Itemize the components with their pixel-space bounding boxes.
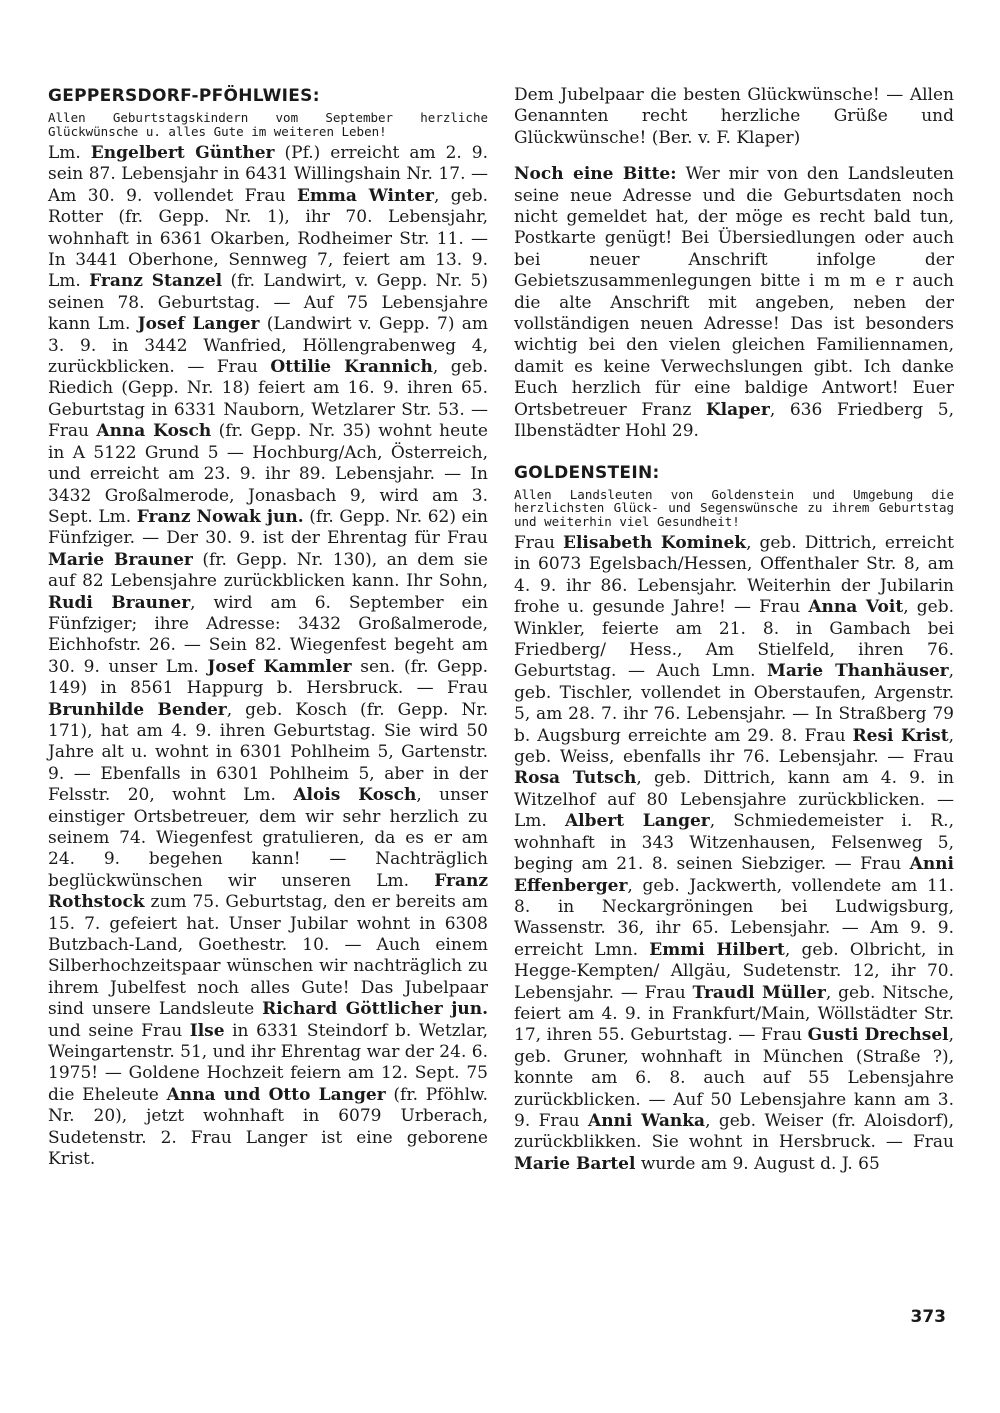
highlighted-name: Anna und Otto Langer: [166, 1084, 386, 1105]
spaced-emphasis: i m m e r: [809, 271, 904, 292]
highlighted-name: Alois Kosch: [293, 785, 417, 806]
right-column: [514, 85, 954, 1175]
highlighted-name: Rosa Tutsch: [514, 768, 637, 789]
highlighted-name: Gusti Drechsel: [807, 1025, 949, 1046]
highlighted-name: Albert Langer: [564, 811, 710, 832]
section-intro-goldenstein: Allen Landsleuten von Goldenstein und Umgebung die herzlichsten Glück- und Segenswünsche zu ihrem Geburtstag und weiterhin viel Gesundheit!: [514, 486, 954, 529]
highlighted-name: Anni Effenberger: [514, 854, 954, 896]
highlighted-name: Richard Göttlicher jun.: [262, 999, 488, 1020]
highlighted-name: Brunhilde Bender: [48, 699, 227, 720]
highlighted-name: Josef Langer: [137, 314, 260, 335]
highlighted-name: Resi Krist: [852, 725, 949, 746]
highlighted-name: Ottilie Krannich: [270, 357, 433, 378]
highlighted-name: Anna Kosch: [96, 421, 212, 442]
highlighted-name: Josef Kammler: [207, 656, 352, 677]
highlighted-name: Noch eine Bitte:: [514, 164, 677, 185]
highlighted-name: Franz Rothstock: [48, 870, 488, 913]
highlighted-name: Klaper: [705, 399, 770, 420]
highlighted-name: Emmi Hilbert: [649, 939, 785, 960]
highlighted-name: Traudl Müller: [692, 982, 826, 1003]
highlighted-name: Anna Voit: [808, 597, 904, 618]
highlighted-name: Emma Winter: [296, 185, 434, 206]
request-paragraph: Noch eine Bitte: Wer mir von den Landsleuten seine neue Adresse und die Geburtsdaten noch nicht gemeldet hat, der möge es recht bald tun, Postkarte genügt! Bei Übersiedlungen oder auch bei neuer Anschrift infolge der Gebietszusammenlegungen bitte i m m e r auch die alte Anschrift mit angeben, neben der vollständigen neuen Adresse! Das ist besonders wichtig bei den vielen gleichen Familiennamen, damit es keine Verwechslungen gibt. Ich danke Euch herzlich für eine baldige Antwort! Euer Ortsbetreuer Franz Klaper, 636 Friedberg 5, Ilbenstädter Hohl 29.: [514, 164, 954, 442]
article-body-geppersdorf: Lm. Engelbert Günther (Pf.) erreicht am 2. 9. sein 87. Lebensjahr in 6431 Willingshain Nr. 17. — Am 30. 9. vollendet Frau Emma Winter, geb. Rotter (fr. Gepp. Nr. 1), ihr 70. Lebensjahr, wohnhaft in 6361 Okarben, Rodheimer Str. 11. — In 3441 Oberhone, Sennweg 7, feiert am 13. 9. Lm. Franz Stanzel (fr. Landwirt, v. Gepp. Nr. 5) seinen 78. Geburtstag. — Auf 75 Lebensjahre kann Lm. Josef Langer (Landwirt v. Gepp. 7) am 3. 9. in 3442 Wanfried, Höllengrabenweg 4, zurückblicken. — Frau Ottilie Krannich, geb. Riedich (Gepp. Nr. 18) feiert am 16. 9. ihren 65. Geburtstag in 6331 Nauborn, Wetzlarer Str. 53. — Frau Anna Kosch (fr. Gepp. Nr. 35) wohnt heute in A 5122 Grund 5 — Hochburg/Ach, Österreich, und erreicht am 23. 9. ihr 89. Lebensjahr. — In 3432 Großalmerode, Jonasbach 9, wird am 3. Sept. Lm. Franz Nowak jun. (fr. Gepp. Nr. 62) ein Fünfziger. — Der 30. 9. ist der Ehrentag für Frau Marie Brauner (fr. Gepp. Nr. 130), an dem sie auf 82 Lebensjahre zurückblicken kann. Ihr Sohn, Rudi Brauner, wird am 6. September ein Fünfziger; ihre Adresse: 3432 Großalmerode, Eichhofstr. 26. — Sein 82. Wiegenfest begeht am 30. 9. unser Lm. Josef Kammler sen. (fr. Gepp. 149) in 8561 Happurg b. Hersbruck. — Frau Brunhilde Bender, geb. Kosch (fr. Gepp. Nr. 171), hat am 4. 9. ihren Geburtstag. Sie wird 50 Jahre alt u. wohnt in 6301 Pohlheim 5, Gartenstr. 9. — Ebenfalls in 6301 Pohlheim 5, aber in der Felsstr. 20, wohnt Lm. Alois Kosch, unser einstiger Ortsbetreuer, dem wir sehr herzlich zu seinem 74. Wiegenfest gratulieren, da es er am 24. 9. begehen kann! — Nachträglich beglückwünschen wir unseren Lm. Franz Rothstock zum 75. Geburtstag, den er bereits am 15. 7. gefeiert hat. Unser Jubilar wohnt in 6308 Butzbach-Land, Goethestr. 10. — Auch einem Silberhochzeitspaar wünschen wir nachträglich zu ihrem Jubelfest noch alles Gute! Das Jubelpaar sind unsere Landsleute Richard Göttlicher jun. und seine Frau Ilse in 6331 Steindorf b. Wetzlar, Weingartenstr. 51, und ihr Ehrentag war der 24. 6. 1975! — Goldene Hochzeit feiern am 12. Sept. 75 die Eheleute Anna und Otto Langer (fr. Pföhlw. Nr. 20), jetzt wohnhaft in 6079 Urberach, Sudetenstr. 2. Frau Langer ist eine geborene Krist.: [48, 143, 489, 1170]
section-intro-geppersdorf: Allen Geburtstagskindern vom September herzliche Glückwünsche u. alles Gute im weiteren Leben!: [48, 110, 488, 139]
highlighted-name: Marie Thanhäuser: [767, 661, 949, 682]
section-heading-goldenstein: GOLDENSTEIN:: [514, 462, 660, 483]
highlighted-name: Franz Stanzel: [89, 271, 223, 292]
section-heading-geppersdorf: GEPPERSDORF-PFÖHLWIES:: [48, 86, 320, 106]
highlighted-name: Elisabeth Kominek: [563, 533, 747, 553]
highlighted-name: Engelbert Günther: [90, 143, 275, 163]
highlighted-name: Marie Bartel: [514, 1153, 636, 1174]
highlighted-name: Anni Wanka: [588, 1110, 706, 1131]
closing-greeting-paragraph: Dem Jubelpaar die besten Glückwünsche! — Allen Genannten recht herzliche Grüße und Glückwünsche! (Ber. v. F. Klaper): [514, 85, 954, 148]
highlighted-name: Rudi Brauner: [48, 592, 191, 613]
page-number: 373: [910, 1307, 946, 1327]
left-column: [48, 85, 488, 1171]
highlighted-name: Marie Brauner: [48, 549, 193, 570]
article-body-goldenstein: Frau Elisabeth Kominek, geb. Dittrich, erreicht in 6073 Egelsbach/Hessen, Offenthaler Str. 8, am 4. 9. ihr 86. Lebensjahr. Weiterhin der Jubilarin frohe u. gesunde Jahre! — Frau Anna Voit, geb. Winkler, feierte am 21. 8. in Gambach bei Friedberg/ Hess., Am Stielfeld, ihren 76. Geburtstag. — Auch Lmn. Marie Thanhäuser, geb. Tischler, vollendet in Oberstaufen, Argenstr. 5, am 28. 7. ihr 76. Lebensjahr. — In Straßberg 79 b. Augsburg erreichte am 29. 8. Frau Resi Krist, geb. Weiss, ebenfalls ihr 76. Lebensjahr. — Frau Rosa Tutsch, geb. Dittrich, kann am 4. 9. in Witzelhof auf 80 Lebensjahre zurückblicken. — Lm. Albert Langer, Schmiedemeister i. R., wohnhaft in 343 Witzenhausen, Felsenweg 5, beging am 21. 8. seinen Siebziger. — Frau Anni Effenberger, geb. Jackwerth, vollendete am 11. 8. in Neckargröningen bei Ludwigsburg, Wassenstr. 36, ihr 65. Lebensjahr. — Am 9. 9. erreicht Lmn. Emmi Hilbert, geb. Olbricht, in Hegge-Kempten/ Allgäu, Sudetenstr. 12, ihr 70. Lebensjahr. — Frau Traudl Müller, geb. Nitsche, feiert am 4. 9. in Frankfurt/Main, Wöllstädter Str. 17, ihren 55. Geburtstag. — Frau Gusti Drechsel, geb. Gruner, wohnhaft in München (Straße ?), konnte am 6. 8. auch auf 55 Lebensjahre zurückblicken. — Auf 50 Lebensjahre kann am 3. 9. Frau Anni Wanka, geb. Weiser (fr. Aloisdorf), zurückblikken. Sie wohnt in Hersbruck. — Frau Marie Bartel wurde am 9. August d. J. 65: [514, 533, 955, 1174]
highlighted-name: Franz Nowak jun.: [136, 506, 304, 527]
highlighted-name: Ilse: [189, 1020, 225, 1041]
